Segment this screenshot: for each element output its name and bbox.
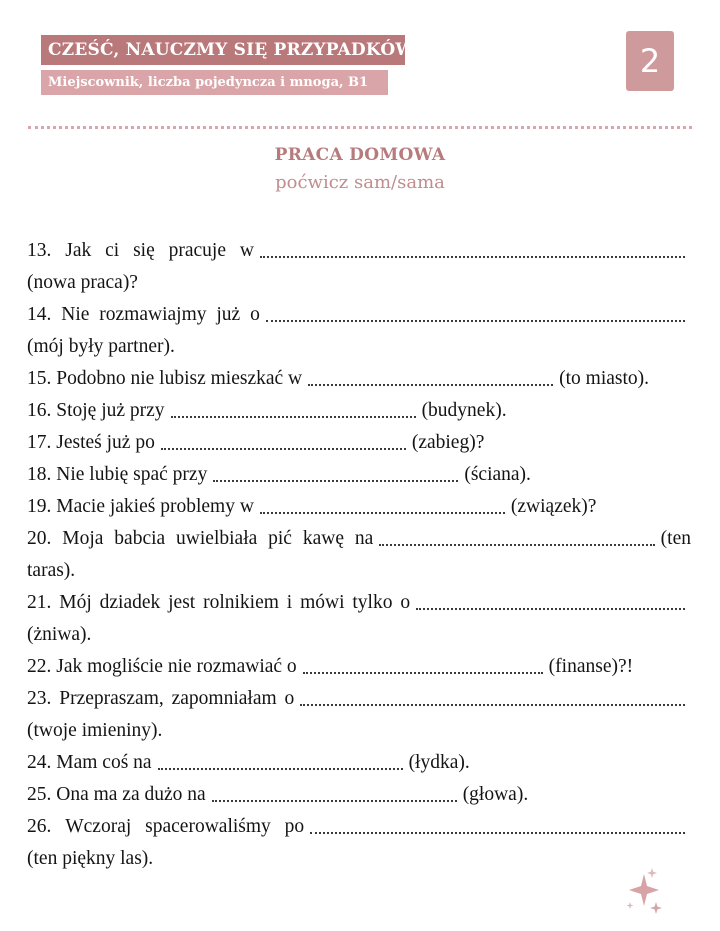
- exercise-item: [27, 651, 691, 683]
- exercise-prompt: Macie jakieś problemy w: [56, 496, 254, 517]
- exercise-text: [27, 363, 302, 395]
- exercise-text: [27, 747, 152, 779]
- section-subtitle: poćwicz sam/sama: [275, 172, 445, 193]
- exercise-prompt: Jesteś już po: [56, 432, 155, 453]
- exercise-prompt: Jak mogliście nie rozmawiać o: [56, 656, 297, 677]
- exercise-number: 19.: [27, 496, 52, 517]
- exercise-number: 14.: [27, 304, 52, 325]
- answer-blank[interactable]: [266, 320, 685, 322]
- answer-blank[interactable]: [171, 416, 416, 418]
- exercise-prompt: Jak ci się pracuje w: [65, 240, 254, 261]
- exercise-text: [27, 587, 410, 619]
- answer-blank[interactable]: [379, 544, 654, 546]
- worksheet-title: CZEŚĆ, NAUCZMY SIĘ PRZYPADKÓW: [41, 35, 405, 65]
- exercise-text: [27, 491, 254, 523]
- exercise-item: [27, 427, 691, 459]
- exercise-text: [27, 235, 254, 267]
- exercise-text: [27, 299, 260, 331]
- exercise-text: [27, 395, 165, 427]
- answer-blank[interactable]: [260, 512, 505, 514]
- exercise-item: [27, 299, 691, 331]
- exercise-hint: (zabieg)?: [411, 432, 485, 453]
- exercise-text: [27, 523, 373, 555]
- exercise-hint: (łydka).: [408, 752, 470, 773]
- exercise-number: 25.: [27, 784, 52, 805]
- exercise-number: 13.: [27, 240, 52, 261]
- answer-blank[interactable]: [303, 672, 543, 674]
- dotted-divider: [28, 126, 692, 129]
- exercise-number: 26.: [27, 816, 52, 837]
- exercise-prompt: Mój dziadek jest rolnikiem i mówi tylko o: [59, 592, 411, 613]
- exercise-number: 18.: [27, 464, 52, 485]
- exercise-text: [27, 459, 207, 491]
- exercise-hint: (żniwa).: [27, 624, 92, 645]
- exercise-prompt: Przepraszam, zapomniałam o: [59, 688, 295, 709]
- exercise-prompt: Ona ma za dużo na: [56, 784, 206, 805]
- exercise-number: 15.: [27, 368, 52, 389]
- section-title: PRACA DOMOWA: [274, 145, 446, 165]
- exercise-hint: (związek)?: [510, 496, 597, 517]
- exercise-hint: (mój były partner).: [27, 336, 175, 357]
- exercise-prompt: Nie rozmawiajmy już o: [61, 304, 260, 325]
- exercise-item: [27, 523, 691, 555]
- exercise-item: [27, 235, 691, 267]
- answer-blank[interactable]: [260, 256, 685, 258]
- exercise-number: 20.: [27, 528, 52, 549]
- exercise-prompt: Moja babcia uwielbiała pić kawę na: [62, 528, 374, 549]
- exercise-prompt: Nie lubię spać przy: [56, 464, 208, 485]
- exercise-item: [27, 683, 691, 715]
- exercise-number: 24.: [27, 752, 52, 773]
- exercise-number: 22.: [27, 656, 52, 677]
- answer-blank[interactable]: [416, 608, 685, 610]
- exercise-text: [27, 683, 294, 715]
- exercise-text: [27, 779, 206, 811]
- exercise-item: [27, 779, 691, 811]
- answer-blank[interactable]: [158, 768, 403, 770]
- exercise-item: [27, 747, 691, 779]
- exercise-prompt: Podobno nie lubisz mieszkać w: [56, 368, 303, 389]
- exercise-item: [27, 811, 691, 843]
- sparkles-icon: [622, 866, 666, 916]
- exercise-hint: (głowa).: [462, 784, 529, 805]
- exercise-hint: (ściana).: [464, 464, 531, 485]
- exercise-item: [27, 587, 691, 619]
- worksheet-subtitle: Miejscownik, liczba pojedyncza i mnoga, B1: [41, 70, 388, 95]
- page-number: 2: [626, 31, 674, 91]
- exercise-text: [27, 811, 304, 843]
- exercise-prompt: Stoję już przy: [56, 400, 165, 421]
- exercise-prompt: Mam coś na: [56, 752, 152, 773]
- exercise-number: 16.: [27, 400, 52, 421]
- exercise-hint: (finanse)?!: [548, 656, 634, 677]
- exercise-hint: (nowa praca)?: [27, 272, 138, 293]
- exercise-item: [27, 459, 691, 491]
- exercise-text: [27, 427, 155, 459]
- answer-blank[interactable]: [300, 704, 685, 706]
- answer-blank[interactable]: [310, 832, 685, 834]
- exercise-hint: taras).: [27, 560, 76, 581]
- exercise-item: [27, 363, 691, 395]
- exercise-prompt: Wczoraj spacerowaliśmy po: [65, 816, 305, 837]
- exercise-item: [27, 395, 691, 427]
- exercise-hint: (to miasto).: [559, 368, 650, 389]
- exercise-hint: (twoje imieniny).: [27, 720, 163, 741]
- exercise-hint: (ten: [660, 528, 691, 549]
- exercise-hint: (ten piękny las).: [27, 848, 154, 869]
- exercise-number: 21.: [27, 592, 52, 613]
- answer-blank[interactable]: [213, 480, 458, 482]
- exercise-text: [27, 651, 297, 683]
- answer-blank[interactable]: [161, 448, 406, 450]
- exercise-item: [27, 491, 691, 523]
- exercise-number: 17.: [27, 432, 52, 453]
- exercise-number: 23.: [27, 688, 52, 709]
- answer-blank[interactable]: [308, 384, 553, 386]
- answer-blank[interactable]: [212, 800, 457, 802]
- exercise-list: [27, 235, 691, 875]
- exercise-hint: (budynek).: [421, 400, 507, 421]
